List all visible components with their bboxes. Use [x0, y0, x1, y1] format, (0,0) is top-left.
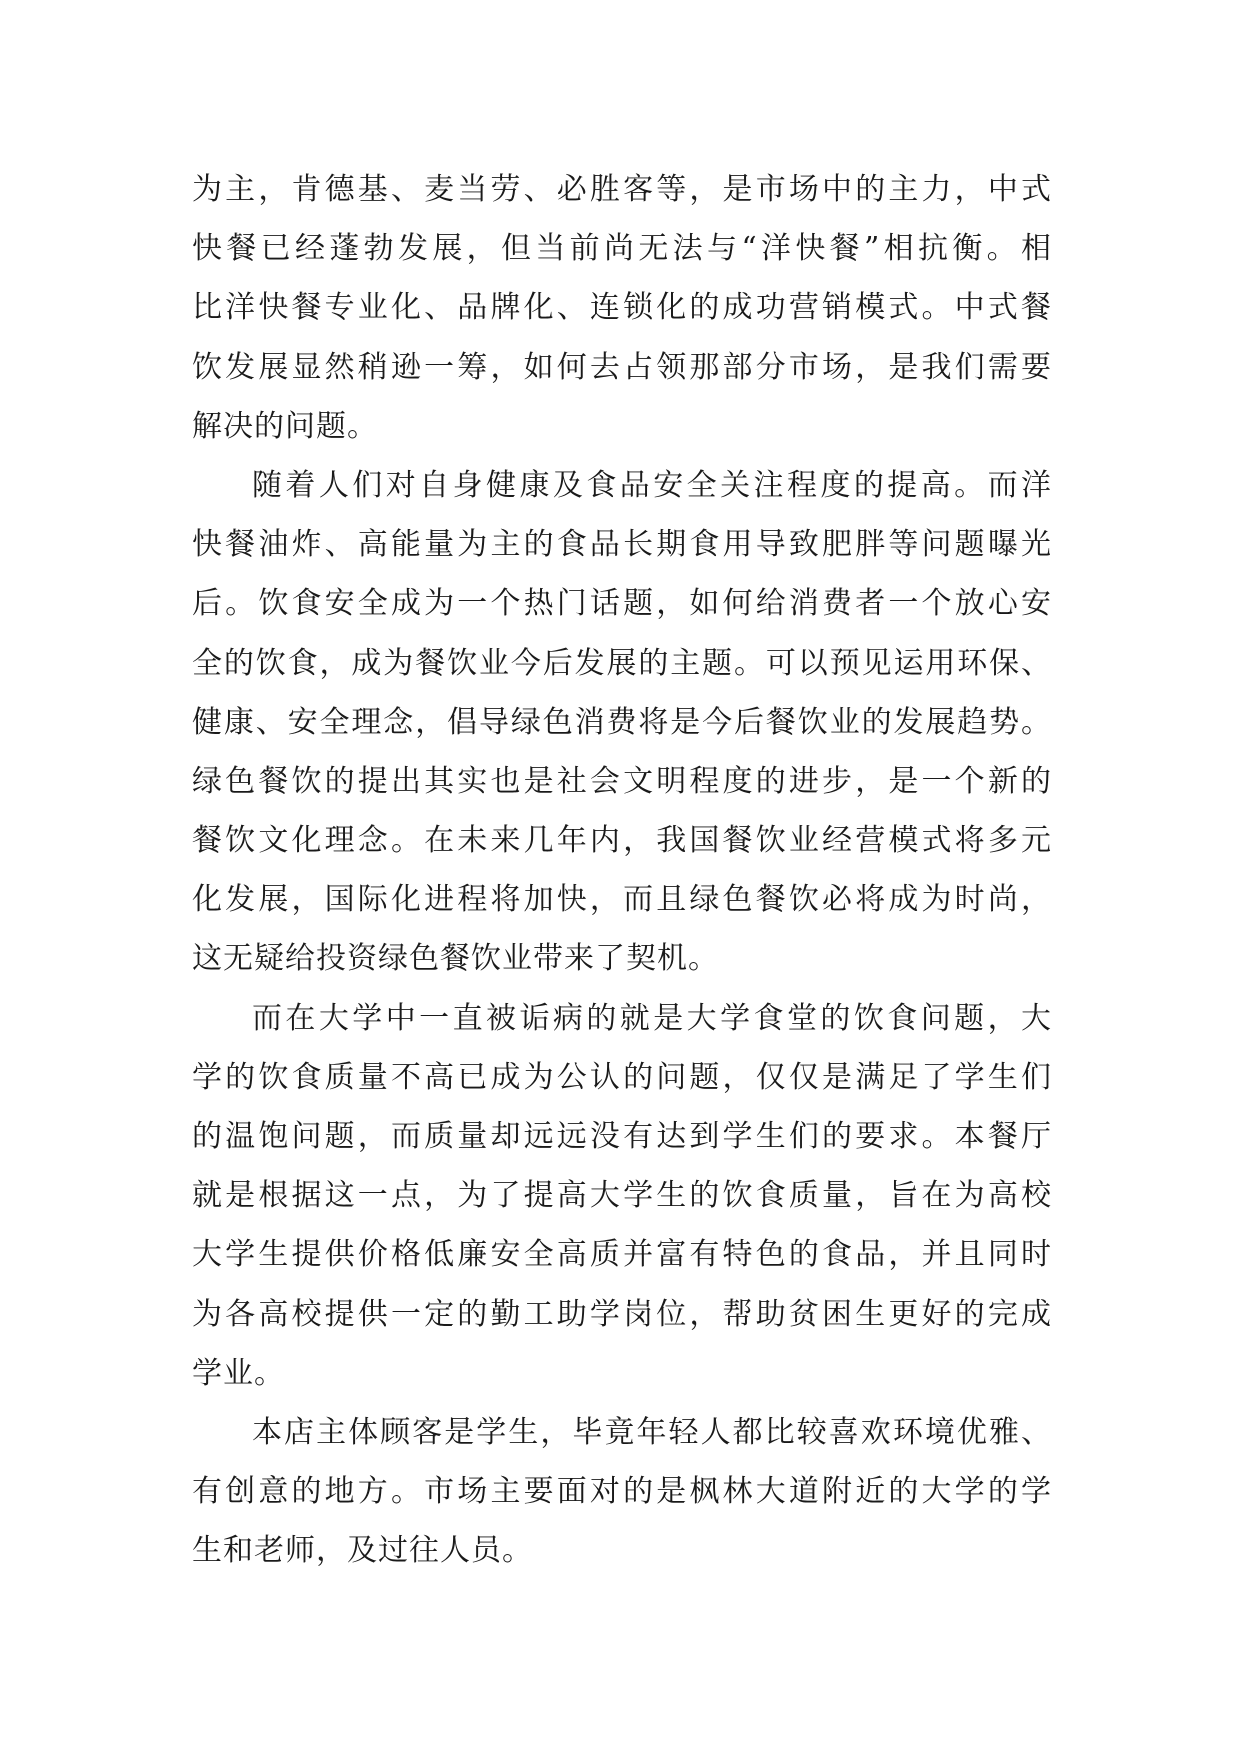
paragraph	[192, 1403, 1052, 1581]
text-line: 有创意的地方。市场主要面对的是枫林大道附近的大学的学	[192, 1474, 1052, 1510]
text-line: 生和老师，及过往人员。	[192, 1533, 533, 1569]
text-line: 这无疑给投资绿色餐饮业带来了契机。	[192, 941, 719, 977]
text-line: 本店主体顾客是学生，毕竟年轻人都比较喜欢环境优雅、	[252, 1414, 1052, 1450]
text-line: 就是根据这一点，为了提高大学生的饮食质量，旨在为高校	[192, 1178, 1052, 1214]
text-line: 为主，肯德基、麦当劳、必胜客等，是市场中的主力，中式	[192, 172, 1052, 207]
text-line: 快餐油炸、高能量为主的食品长期食用导致肥胖等问题曝光	[192, 527, 1052, 563]
text-line: 餐饮文化理念。在未来几年内，我国餐饮业经营模式将多元	[192, 823, 1052, 859]
text-line: 全的饮食，成为餐饮业今后发展的主题。可以预见运用环保、	[192, 645, 1052, 681]
text-line: 饮发展显然稍逊一筹，如何去占领那部分市场，是我们需要	[192, 349, 1052, 385]
body-text	[192, 160, 1052, 1581]
text-line: 而在大学中一直被诟病的就是大学食堂的饮食问题，大	[252, 1000, 1052, 1036]
text-line: 快餐已经蓬勃发展，但当前尚无法与“洋快餐”相抗衡。相	[192, 231, 1052, 267]
text-line: 学的饮食质量不高已成为公认的问题，仅仅是满足了学生们	[192, 1059, 1052, 1095]
paragraph	[192, 456, 1052, 989]
text-line: 解决的问题。	[192, 408, 378, 444]
text-line: 健康、安全理念，倡导绿色消费将是今后餐饮业的发展趋势。	[192, 704, 1052, 740]
text-line: 化发展，国际化进程将加快，而且绿色餐饮必将成为时尚，	[192, 882, 1052, 918]
text-line: 的温饱问题，而质量却远远没有达到学生们的要求。本餐厅	[192, 1119, 1052, 1154]
text-line: 比洋快餐专业化、品牌化、连锁化的成功营销模式。中式餐	[192, 290, 1052, 326]
text-line: 后。饮食安全成为一个热门话题，如何给消费者一个放心安	[192, 586, 1052, 622]
text-line: 为各高校提供一定的勤工助学岗位，帮助贫困生更好的完成	[192, 1296, 1052, 1332]
paragraph	[192, 989, 1052, 1403]
text-line: 随着人们对自身健康及食品安全关注程度的提高。而洋	[252, 467, 1052, 503]
text-line: 学业。	[192, 1355, 285, 1391]
text-line: 绿色餐饮的提出其实也是社会文明程度的进步，是一个新的	[192, 763, 1052, 799]
text-line: 大学生提供价格低廉安全高质并富有特色的食品，并且同时	[192, 1237, 1052, 1273]
paragraph	[192, 160, 1052, 456]
